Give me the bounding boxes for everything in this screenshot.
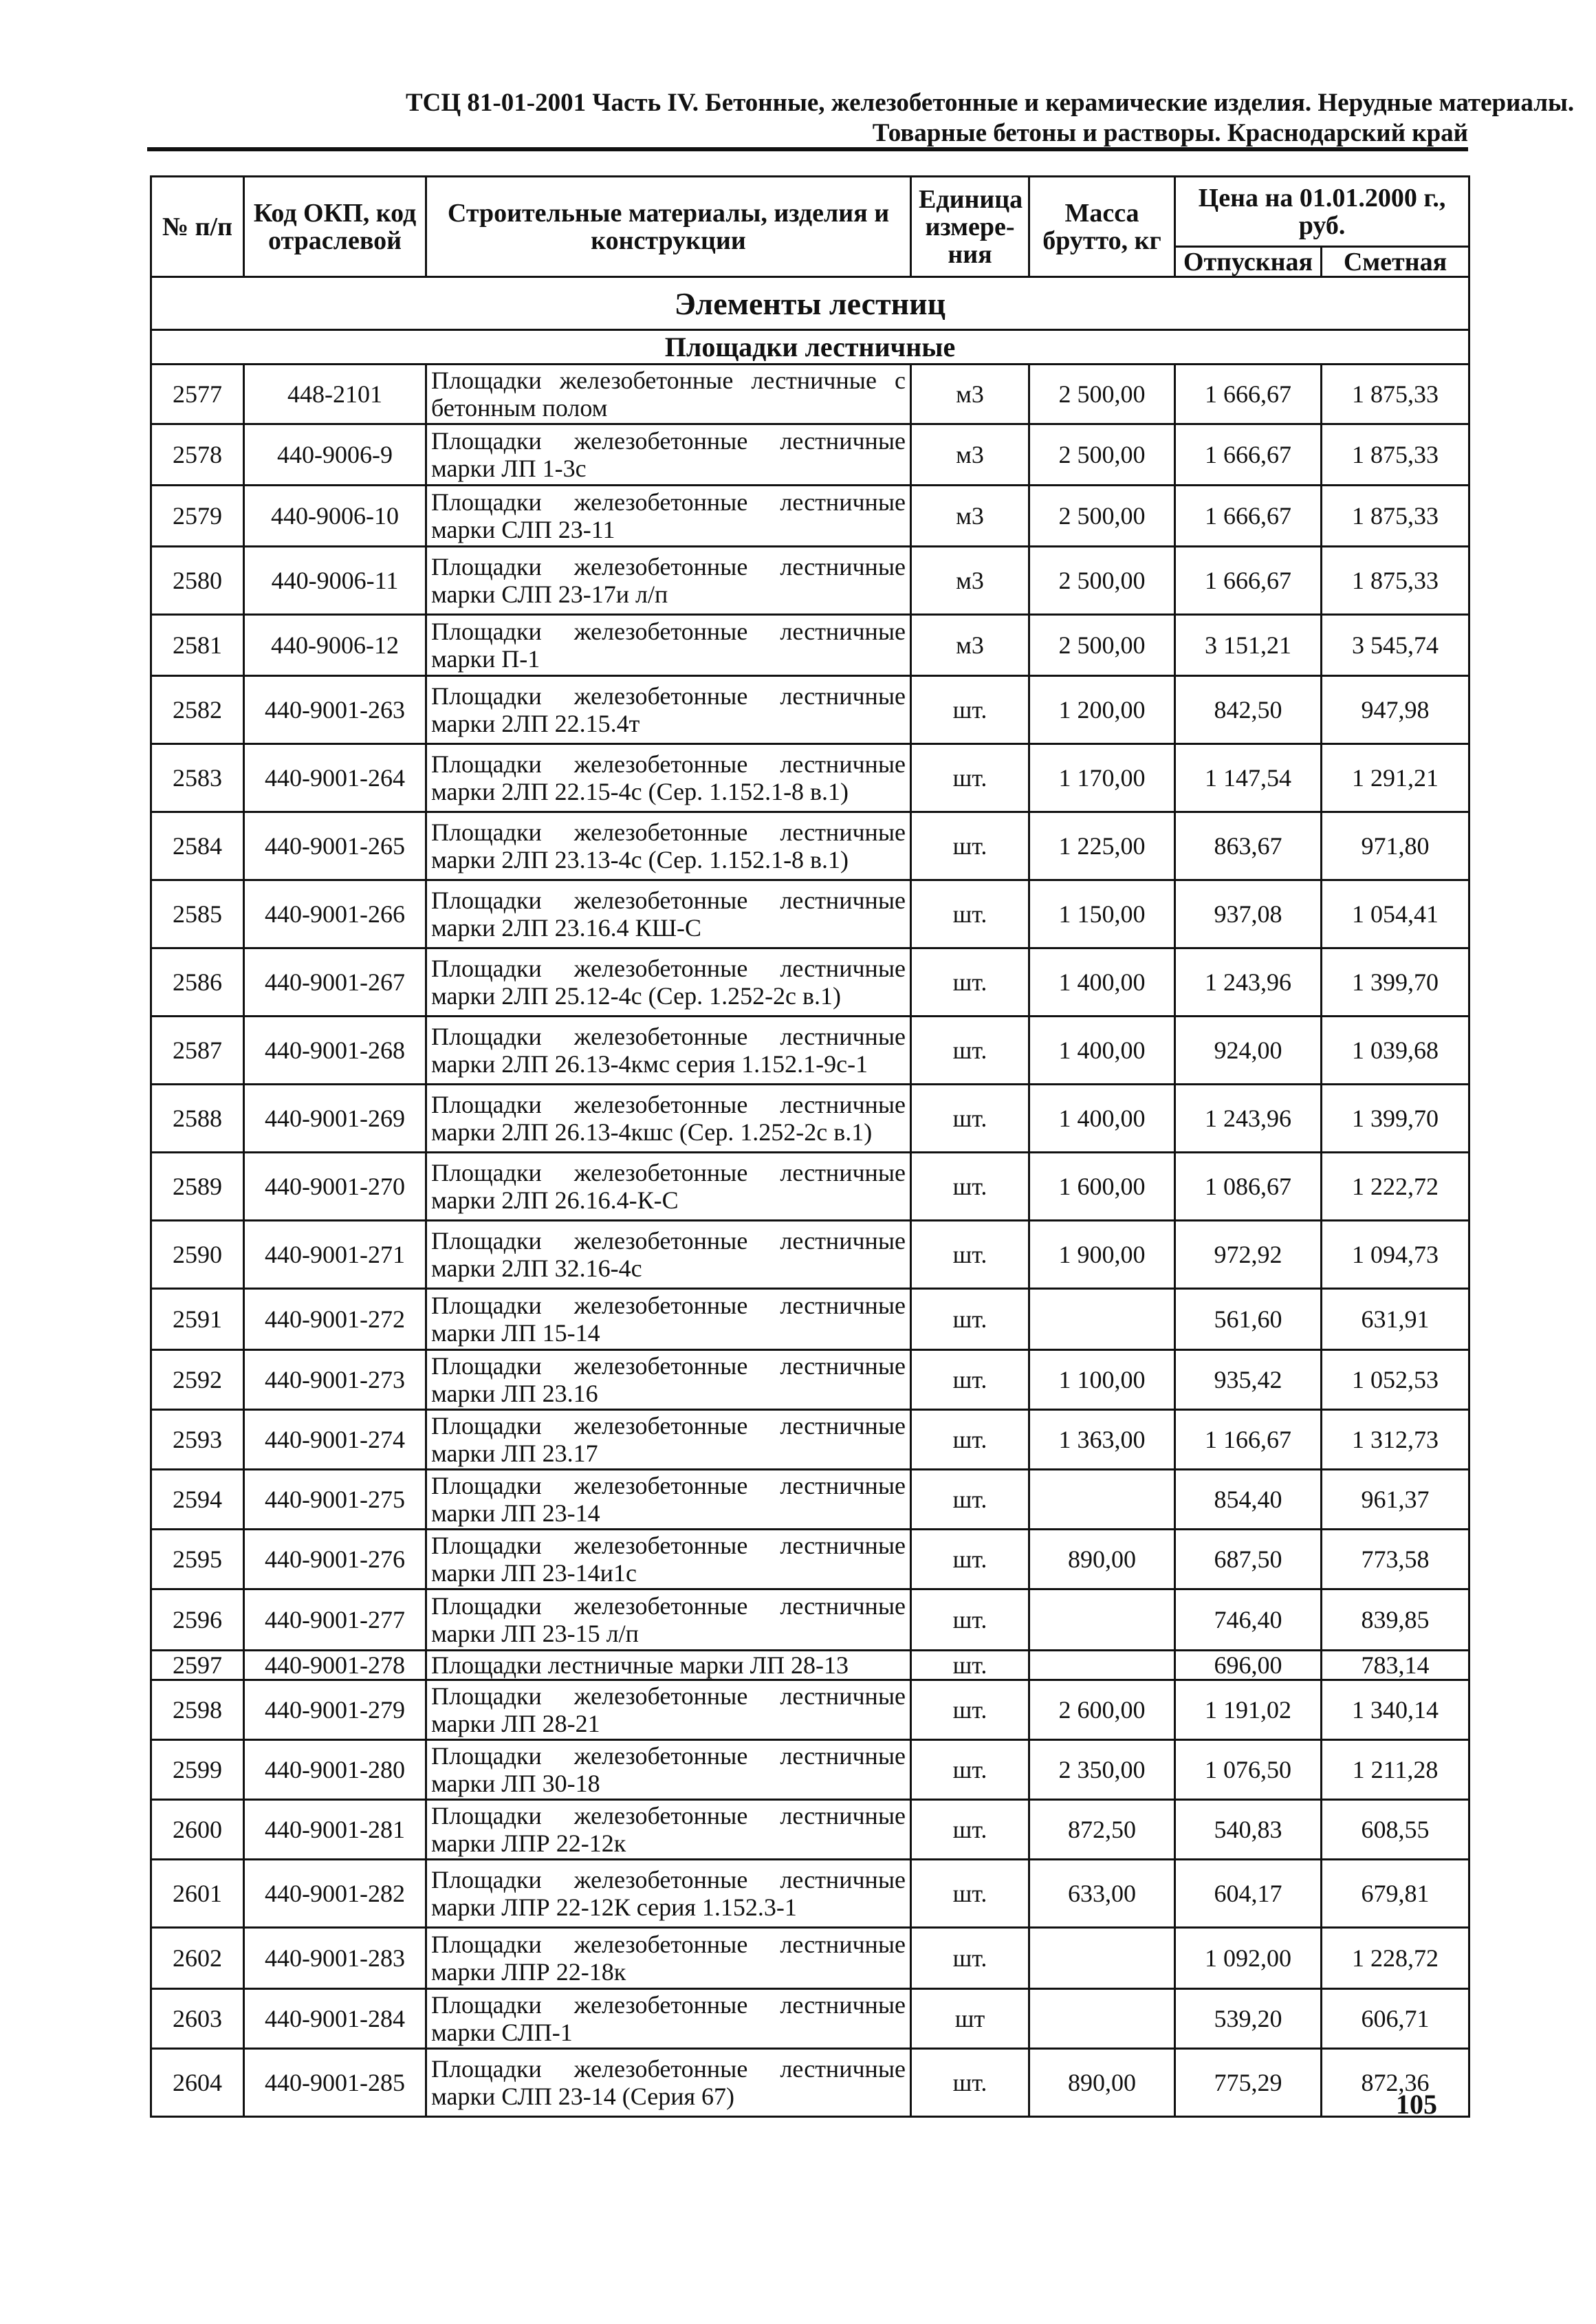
- row-price-release: 1 666,67: [1175, 547, 1322, 615]
- table-row: [151, 1289, 1469, 1350]
- row-price-estimate: 947,98: [1322, 676, 1469, 744]
- row-price-estimate: 1 054,41: [1322, 880, 1469, 948]
- row-number: 2592: [151, 1350, 244, 1410]
- row-unit: м3: [911, 486, 1029, 547]
- row-code: 440-9001-282: [244, 1860, 426, 1928]
- row-name: Площадки железобетонные лестничные марки ЛП 23-15 л/п: [426, 1589, 911, 1651]
- row-name: Площадки железобетонные лестничные марки ЛП 30-18: [426, 1740, 911, 1800]
- row-mass: [1029, 1589, 1175, 1651]
- row-code: 440-9006-9: [244, 424, 426, 486]
- row-price-release: 1 666,67: [1175, 365, 1322, 424]
- row-price-estimate: 3 545,74: [1322, 615, 1469, 676]
- header-rule: [147, 147, 1468, 151]
- row-mass: 890,00: [1029, 2049, 1175, 2117]
- table-row: [151, 1860, 1469, 1928]
- row-unit: шт.: [911, 1221, 1029, 1289]
- row-price-release: 604,17: [1175, 1860, 1322, 1928]
- row-price-release: 775,29: [1175, 2049, 1322, 2117]
- header-line-2: Товарные бетоны и растворы. Краснодарский край: [872, 119, 1468, 147]
- row-unit: шт.: [911, 1928, 1029, 1989]
- table-row: [151, 365, 1469, 424]
- row-code: 440-9006-12: [244, 615, 426, 676]
- row-price-release: 1 243,96: [1175, 948, 1322, 1017]
- row-price-estimate: 1 211,28: [1322, 1740, 1469, 1800]
- row-code: 440-9001-275: [244, 1470, 426, 1530]
- row-unit: шт.: [911, 1860, 1029, 1928]
- row-name: Площадки железобетонные лестничные марки 2ЛП 23.13-4с (Сер. 1.152.1-8 в.1): [426, 812, 911, 880]
- row-number: 2598: [151, 1680, 244, 1740]
- row-mass: 2 600,00: [1029, 1680, 1175, 1740]
- row-unit: шт.: [911, 1085, 1029, 1153]
- row-price-release: 1 166,67: [1175, 1410, 1322, 1470]
- row-code: 440-9001-276: [244, 1530, 426, 1589]
- row-price-release: 561,60: [1175, 1289, 1322, 1350]
- row-mass: [1029, 1289, 1175, 1350]
- row-mass: [1029, 1989, 1175, 2049]
- row-name: Площадки железобетонные лестничные марки 2ЛП 22.15-4с (Сер. 1.152.1-8 в.1): [426, 744, 911, 812]
- row-unit: шт.: [911, 744, 1029, 812]
- header-mass: Масса брутто, кг: [1029, 177, 1175, 277]
- table-row: [151, 1989, 1469, 2049]
- row-price-release: 540,83: [1175, 1800, 1322, 1860]
- row-unit: м3: [911, 615, 1029, 676]
- row-mass: 633,00: [1029, 1860, 1175, 1928]
- row-number: 2597: [151, 1651, 244, 1680]
- row-name: Площадки железобетонные лестничные марки ЛП 23-14и1с: [426, 1530, 911, 1589]
- table-row: [151, 1651, 1469, 1680]
- price-table: [150, 175, 1470, 2118]
- row-unit: шт.: [911, 1350, 1029, 1410]
- row-number: 2596: [151, 1589, 244, 1651]
- row-code: 440-9001-267: [244, 948, 426, 1017]
- row-unit: шт.: [911, 1680, 1029, 1740]
- row-unit: шт: [911, 1989, 1029, 2049]
- table-body: [151, 277, 1469, 2117]
- subsection-row: [151, 330, 1469, 365]
- row-price-release: 854,40: [1175, 1470, 1322, 1530]
- row-number: 2587: [151, 1017, 244, 1085]
- row-number: 2581: [151, 615, 244, 676]
- row-number: 2580: [151, 547, 244, 615]
- row-price-estimate: 1 875,33: [1322, 486, 1469, 547]
- row-mass: 2 500,00: [1029, 615, 1175, 676]
- row-unit: шт.: [911, 1651, 1029, 1680]
- row-mass: 872,50: [1029, 1800, 1175, 1860]
- row-mass: 1 600,00: [1029, 1153, 1175, 1221]
- row-price-estimate: 608,55: [1322, 1800, 1469, 1860]
- row-code: 440-9001-264: [244, 744, 426, 812]
- row-unit: шт.: [911, 1470, 1029, 1530]
- table-row: [151, 880, 1469, 948]
- row-name: Площадки железобетонные лестничные марки СЛП 23-17и л/п: [426, 547, 911, 615]
- row-price-release: 935,42: [1175, 1350, 1322, 1410]
- row-name: Площадки железобетонные лестничные марки 2ЛП 25.12-4с (Сер. 1.252-2с в.1): [426, 948, 911, 1017]
- table-row: [151, 2049, 1469, 2117]
- row-name: Площадки железобетонные лестничные марки СЛП 23-14 (Серия 67): [426, 2049, 911, 2117]
- row-price-estimate: 1 222,72: [1322, 1153, 1469, 1221]
- table-row: [151, 948, 1469, 1017]
- row-code: 440-9001-266: [244, 880, 426, 948]
- row-code: 440-9001-279: [244, 1680, 426, 1740]
- row-code: 440-9001-278: [244, 1651, 426, 1680]
- row-number: 2588: [151, 1085, 244, 1153]
- row-price-estimate: 606,71: [1322, 1989, 1469, 2049]
- section-row: [151, 277, 1469, 330]
- row-price-estimate: 1 875,33: [1322, 365, 1469, 424]
- table-row: [151, 1017, 1469, 1085]
- row-mass: 1 900,00: [1029, 1221, 1175, 1289]
- table-row: [151, 1928, 1469, 1989]
- row-name: Площадки железобетонные лестничные марки ЛП 23.17: [426, 1410, 911, 1470]
- row-mass: 890,00: [1029, 1530, 1175, 1589]
- row-number: 2603: [151, 1989, 244, 2049]
- row-code: 440-9001-284: [244, 1989, 426, 2049]
- row-code: 440-9001-277: [244, 1589, 426, 1651]
- row-name: Площадки железобетонные лестничные марки ЛПР 22-12к: [426, 1800, 911, 1860]
- row-number: 2599: [151, 1740, 244, 1800]
- row-price-estimate: 1 052,53: [1322, 1350, 1469, 1410]
- row-price-estimate: 631,91: [1322, 1289, 1469, 1350]
- row-price-estimate: 773,58: [1322, 1530, 1469, 1589]
- row-mass: [1029, 1928, 1175, 1989]
- row-code: 440-9001-263: [244, 676, 426, 744]
- row-mass: 1 225,00: [1029, 812, 1175, 880]
- row-number: 2589: [151, 1153, 244, 1221]
- row-name: Площадки железобетонные лестничные марки ЛП 15-14: [426, 1289, 911, 1350]
- row-mass: 1 400,00: [1029, 1085, 1175, 1153]
- header-code: Код ОКП, код отраслевой: [244, 177, 426, 277]
- header-price-estimate: Сметная: [1322, 247, 1469, 277]
- row-price-release: 3 151,21: [1175, 615, 1322, 676]
- row-price-release: 539,20: [1175, 1989, 1322, 2049]
- section-title: Элементы лестниц: [151, 277, 1469, 330]
- table-row: [151, 1740, 1469, 1800]
- header-price-release: Отпускная: [1175, 247, 1322, 277]
- row-price-estimate: 1 399,70: [1322, 1085, 1469, 1153]
- row-name: Площадки железобетонные лестничные марки ЛП 28-21: [426, 1680, 911, 1740]
- row-name: Площадки железобетонные лестничные марки 2ЛП 22.15.4т: [426, 676, 911, 744]
- row-code: 448-2101: [244, 365, 426, 424]
- row-price-release: 937,08: [1175, 880, 1322, 948]
- row-code: 440-9001-281: [244, 1800, 426, 1860]
- row-number: 2577: [151, 365, 244, 424]
- row-price-estimate: 1 875,33: [1322, 424, 1469, 486]
- row-price-estimate: 1 094,73: [1322, 1221, 1469, 1289]
- row-mass: [1029, 1651, 1175, 1680]
- row-unit: шт.: [911, 1153, 1029, 1221]
- row-unit: шт.: [911, 2049, 1029, 2117]
- row-price-release: 842,50: [1175, 676, 1322, 744]
- row-code: 440-9001-273: [244, 1350, 426, 1410]
- row-price-release: 1 092,00: [1175, 1928, 1322, 1989]
- row-code: 440-9001-265: [244, 812, 426, 880]
- table-row: [151, 744, 1469, 812]
- row-number: 2584: [151, 812, 244, 880]
- table-row: [151, 812, 1469, 880]
- row-name: Площадки железобетонные лестничные марки ЛПР 22-12К серия 1.152.3-1: [426, 1860, 911, 1928]
- row-price-release: 863,67: [1175, 812, 1322, 880]
- row-code: 440-9001-268: [244, 1017, 426, 1085]
- row-price-release: 696,00: [1175, 1651, 1322, 1680]
- row-number: 2582: [151, 676, 244, 744]
- table-row: [151, 615, 1469, 676]
- row-code: 440-9006-10: [244, 486, 426, 547]
- row-number: 2583: [151, 744, 244, 812]
- row-code: 440-9006-11: [244, 547, 426, 615]
- row-unit: шт.: [911, 676, 1029, 744]
- table-row: [151, 1589, 1469, 1651]
- row-price-release: 1 666,67: [1175, 486, 1322, 547]
- row-unit: шт.: [911, 1410, 1029, 1470]
- table-header: [151, 177, 1469, 277]
- row-price-release: 746,40: [1175, 1589, 1322, 1651]
- row-price-estimate: 1 291,21: [1322, 744, 1469, 812]
- row-name: Площадки железобетонные лестничные марки ЛП 1-3с: [426, 424, 911, 486]
- row-unit: шт.: [911, 1589, 1029, 1651]
- page-number: 105: [1396, 2089, 1437, 2120]
- row-number: 2602: [151, 1928, 244, 1989]
- row-mass: 2 500,00: [1029, 547, 1175, 615]
- row-number: 2593: [151, 1410, 244, 1470]
- row-name: Площадки железобетонные лестничные марки ЛПР 22-18к: [426, 1928, 911, 1989]
- row-price-estimate: 971,80: [1322, 812, 1469, 880]
- row-unit: м3: [911, 424, 1029, 486]
- table-row: [151, 676, 1469, 744]
- row-unit: шт.: [911, 1017, 1029, 1085]
- header-line-1: ТСЦ 81-01-2001 Часть IV. Бетонные, железобетонные и керамические изделия. Нерудные материалы.: [406, 89, 1575, 117]
- row-price-release: 924,00: [1175, 1017, 1322, 1085]
- row-name: Площадки железобетонные лестничные с бетонным полом: [426, 365, 911, 424]
- row-code: 440-9001-270: [244, 1153, 426, 1221]
- row-name: Площадки железобетонные лестничные марки 2ЛП 26.13-4кмс серия 1.152.1-9с-1: [426, 1017, 911, 1085]
- row-mass: 1 100,00: [1029, 1350, 1175, 1410]
- row-number: 2578: [151, 424, 244, 486]
- row-name: Площадки железобетонные лестничные марки ЛП 23.16: [426, 1350, 911, 1410]
- subsection-title: Площадки лестничные: [151, 330, 1469, 365]
- row-price-estimate: 961,37: [1322, 1470, 1469, 1530]
- table-row: [151, 486, 1469, 547]
- row-price-estimate: 1 039,68: [1322, 1017, 1469, 1085]
- row-mass: 1 363,00: [1029, 1410, 1175, 1470]
- row-code: 440-9001-271: [244, 1221, 426, 1289]
- row-name: Площадки железобетонные лестничные марки 2ЛП 26.13-4кшс (Сер. 1.252-2с в.1): [426, 1085, 911, 1153]
- row-mass: 1 400,00: [1029, 948, 1175, 1017]
- row-mass: [1029, 1470, 1175, 1530]
- row-number: 2590: [151, 1221, 244, 1289]
- row-unit: м3: [911, 547, 1029, 615]
- row-code: 440-9001-274: [244, 1410, 426, 1470]
- row-number: 2586: [151, 948, 244, 1017]
- row-price-release: 1 086,67: [1175, 1153, 1322, 1221]
- row-unit: шт.: [911, 880, 1029, 948]
- table-row: [151, 424, 1469, 486]
- row-unit: шт.: [911, 1800, 1029, 1860]
- row-price-release: 1 076,50: [1175, 1740, 1322, 1800]
- row-code: 440-9001-269: [244, 1085, 426, 1153]
- row-price-estimate: 839,85: [1322, 1589, 1469, 1651]
- row-name: Площадки железобетонные лестничные марки СЛП 23-11: [426, 486, 911, 547]
- header-num: № п/п: [151, 177, 244, 277]
- table-row: [151, 1800, 1469, 1860]
- row-code: 440-9001-285: [244, 2049, 426, 2117]
- row-unit: м3: [911, 365, 1029, 424]
- row-mass: 1 150,00: [1029, 880, 1175, 948]
- row-number: 2601: [151, 1860, 244, 1928]
- table-row: [151, 1530, 1469, 1589]
- row-mass: 2 500,00: [1029, 486, 1175, 547]
- row-price-estimate: 1 875,33: [1322, 547, 1469, 615]
- row-unit: шт.: [911, 948, 1029, 1017]
- row-price-release: 1 243,96: [1175, 1085, 1322, 1153]
- row-code: 440-9001-272: [244, 1289, 426, 1350]
- row-price-estimate: 1 312,73: [1322, 1410, 1469, 1470]
- row-name: Площадки железобетонные лестничные марки П-1: [426, 615, 911, 676]
- row-code: 440-9001-280: [244, 1740, 426, 1800]
- row-number: 2585: [151, 880, 244, 948]
- row-mass: 2 350,00: [1029, 1740, 1175, 1800]
- row-code: 440-9001-283: [244, 1928, 426, 1989]
- row-mass: 2 500,00: [1029, 365, 1175, 424]
- table-row: [151, 547, 1469, 615]
- row-price-estimate: 1 228,72: [1322, 1928, 1469, 1989]
- row-name: Площадки железобетонные лестничные марки СЛП-1: [426, 1989, 911, 2049]
- row-number: 2594: [151, 1470, 244, 1530]
- table-row: [151, 1085, 1469, 1153]
- table-row: [151, 1350, 1469, 1410]
- table-row: [151, 1410, 1469, 1470]
- row-price-release: 972,92: [1175, 1221, 1322, 1289]
- row-mass: 1 170,00: [1029, 744, 1175, 812]
- row-price-release: 1 147,54: [1175, 744, 1322, 812]
- row-number: 2600: [151, 1800, 244, 1860]
- row-mass: 1 400,00: [1029, 1017, 1175, 1085]
- row-name: Площадки железобетонные лестничные марки ЛП 23-14: [426, 1470, 911, 1530]
- table-row: [151, 1470, 1469, 1530]
- row-name: Площадки железобетонные лестничные марки 2ЛП 32.16-4с: [426, 1221, 911, 1289]
- header-unit: Единица измере-ния: [911, 177, 1029, 277]
- row-name: Площадки лестничные марки ЛП 28-13: [426, 1651, 911, 1680]
- row-name: Площадки железобетонные лестничные марки 2ЛП 23.16.4 КШ-С: [426, 880, 911, 948]
- row-mass: 1 200,00: [1029, 676, 1175, 744]
- header-name: Строительные материалы, изделия и конструкции: [426, 177, 911, 277]
- row-price-estimate: 783,14: [1322, 1651, 1469, 1680]
- row-number: 2595: [151, 1530, 244, 1589]
- document-header: [406, 88, 1575, 149]
- table-row: [151, 1221, 1469, 1289]
- row-name: Площадки железобетонные лестничные марки 2ЛП 26.16.4-К-С: [426, 1153, 911, 1221]
- row-price-estimate: 872,36: [1322, 2049, 1469, 2117]
- row-number: 2579: [151, 486, 244, 547]
- header-price: Цена на 01.01.2000 г., руб.: [1175, 177, 1469, 247]
- row-price-estimate: 679,81: [1322, 1860, 1469, 1928]
- row-price-release: 687,50: [1175, 1530, 1322, 1589]
- row-number: 2591: [151, 1289, 244, 1350]
- row-price-estimate: 1 340,14: [1322, 1680, 1469, 1740]
- row-price-release: 1 666,67: [1175, 424, 1322, 486]
- row-mass: 2 500,00: [1029, 424, 1175, 486]
- row-number: 2604: [151, 2049, 244, 2117]
- table-row: [151, 1153, 1469, 1221]
- row-price-estimate: 1 399,70: [1322, 948, 1469, 1017]
- row-unit: шт.: [911, 1289, 1029, 1350]
- row-unit: шт.: [911, 1740, 1029, 1800]
- row-unit: шт.: [911, 812, 1029, 880]
- table-row: [151, 1680, 1469, 1740]
- row-price-release: 1 191,02: [1175, 1680, 1322, 1740]
- row-unit: шт.: [911, 1530, 1029, 1589]
